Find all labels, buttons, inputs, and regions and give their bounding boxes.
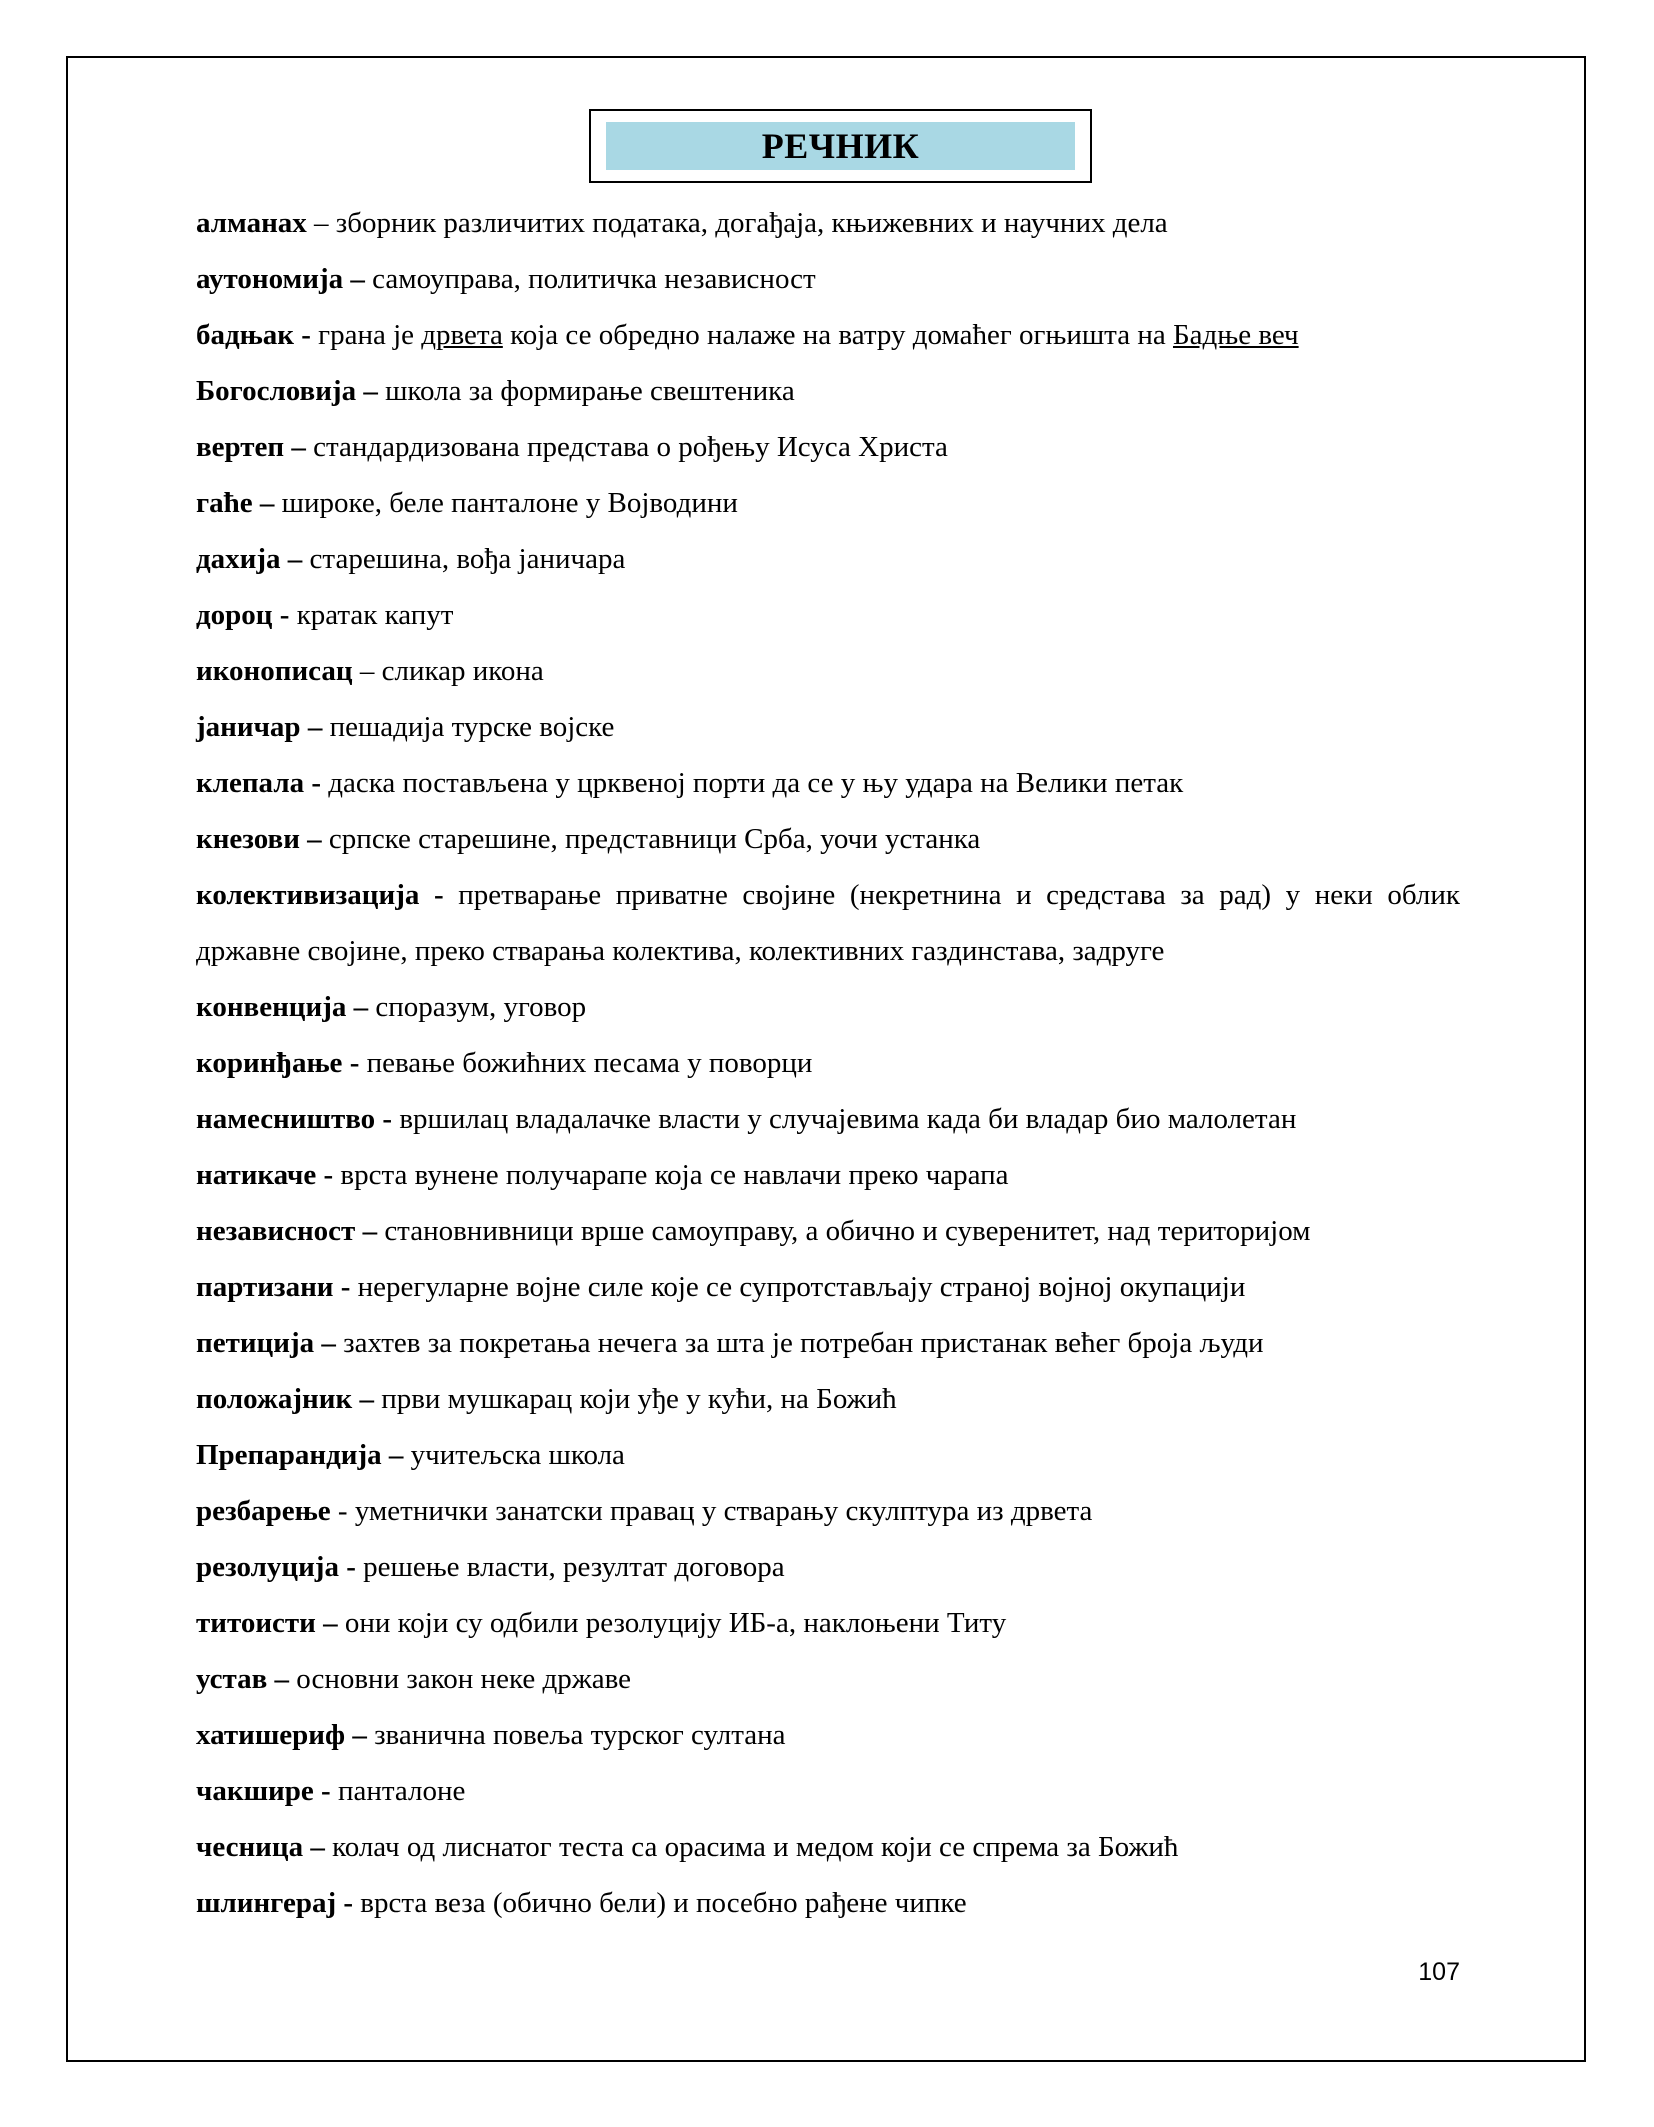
glossary-entry: кнезови – српске старешине, представници Срба, уочи устанка: [196, 823, 981, 855]
glossary-entry: положајник – први мушкарац који уђе у кући, на Божић: [196, 1383, 897, 1415]
glossary-term: намесништво: [196, 1103, 376, 1135]
glossary-definition: кратак капут: [296, 599, 454, 631]
page-title: РЕЧНИК: [606, 122, 1075, 170]
glossary-definition: самоуправа, политичка независност: [372, 263, 816, 295]
glossary-definition: основни закон неке државе: [296, 1663, 631, 1695]
glossary-term: иконописац: [196, 655, 353, 687]
glossary-term: бадњак: [196, 319, 294, 351]
glossary-definition: колач од лиснатог теста са орасима и медом који се спрема за Божић: [332, 1831, 1179, 1863]
glossary-definition: певање божићних песама у поворци: [366, 1047, 813, 1079]
glossary-entry: натикаче - врста вунене получарапе која се навлачи преко чарапа: [196, 1159, 1009, 1191]
glossary-term: натикаче: [196, 1159, 317, 1191]
glossary-definition: становнивници врше самоуправу, а обично и суверенитет, над територијом: [384, 1215, 1311, 1247]
definition-link[interactable]: Бадње веч: [1172, 319, 1299, 351]
glossary-definition: решење власти, резултат договора: [363, 1551, 785, 1583]
glossary-term: чесница: [196, 1831, 304, 1863]
glossary-term: алманах: [196, 207, 307, 239]
glossary-entry: дороц - кратак капут: [196, 599, 454, 631]
glossary-entry: намесништво - вршилац владалачке власти у случајевима када би владар био малолетан: [196, 1103, 1297, 1135]
glossary-definition: захтев за покретања нечега за шта је потребан пристанак већег броја људи: [343, 1327, 1264, 1359]
glossary-definition: они који су одбили резолуцију ИБ-а, наклоњени Титу: [344, 1607, 1007, 1639]
glossary-entry: конвенција – споразум, уговор: [196, 991, 587, 1023]
glossary-term: чакшире: [196, 1775, 314, 1807]
glossary-definition: зборник различитих података, догађаја, књижевних и научних дела: [335, 207, 1168, 239]
glossary-definition: званична повеља турског султана: [374, 1719, 786, 1751]
glossary-term: положајник: [196, 1383, 353, 1415]
glossary-definition: први мушкарац који уђе у кући, на Божић: [381, 1383, 897, 1415]
glossary-entry: чакшире - панталоне: [196, 1775, 466, 1807]
glossary-term: хатишериф: [196, 1719, 346, 1751]
glossary-entry: колективизација - претварање приватне својине (некретнина и средстава за рад) у неки облик државне својине, преко стварања колектива, колективних газдинстава, задруге: [196, 879, 1460, 967]
glossary-term: гаће: [196, 487, 253, 519]
glossary-entry: независност – становнивници врше самоуправу, а обично и суверенитет, над територијом: [196, 1215, 1311, 1247]
glossary-definition: школа за формирање свештеника: [385, 375, 795, 407]
glossary-definition: даска постављена у црквеној порти да се у њу удара на Велики петак: [328, 767, 1184, 799]
glossary-definition: учитељска школа: [410, 1439, 625, 1471]
glossary-term: вертеп: [196, 431, 285, 463]
glossary-entry: титоисти – они који су одбили резолуцију ИБ-а, наклоњени Титу: [196, 1607, 1007, 1639]
glossary-term: Препарандија: [196, 1439, 382, 1471]
glossary-term: петиција: [196, 1327, 315, 1359]
glossary-entry: шлингерај - врста веза (обично бели) и посебно рађене чипке: [196, 1887, 967, 1919]
glossary-definition: уметнички занатски правац у стварању скулптура из дрвета: [354, 1495, 1093, 1527]
glossary-entry: резолуција - решење власти, резултат договора: [196, 1551, 785, 1583]
glossary-definition: стандардизована представа о рођењу Исуса Христа: [313, 431, 948, 463]
glossary-term: партизани: [196, 1271, 334, 1303]
glossary-definition: нерегуларне војне силе које се супротстављају страној војној окупацији: [357, 1271, 1246, 1303]
glossary-definition: врста веза (обично бели) и посебно рађене чипке: [360, 1887, 967, 1919]
glossary-entry: алманах – зборник различитих података, догађаја, књижевних и научних дела: [196, 207, 1168, 239]
glossary-entry: хатишериф – званична повеља турског султана: [196, 1719, 786, 1751]
glossary-definition: пешадија турске војске: [329, 711, 615, 743]
glossary-term: дахија: [196, 543, 281, 575]
page-number: 107: [1418, 1958, 1460, 1986]
glossary-term: колективизација: [196, 879, 420, 911]
glossary-entry: аутономија – самоуправа, политичка независност: [196, 263, 816, 295]
glossary-definition: споразум, уговор: [375, 991, 587, 1023]
glossary-definition: старешина, вођа јаничара: [309, 543, 626, 575]
glossary-definition: претварање приватне својине (некретнина и средстава за рад) у неки облик државне својине, преко стварања колектива, колективних газдинстава, задруге: [196, 879, 1460, 967]
glossary-definition: врста вунене получарапе која се навлачи преко чарапа: [340, 1159, 1009, 1191]
glossary-entry: дахија – старешина, вођа јаничара: [196, 543, 626, 575]
glossary-term: коринђање: [196, 1047, 343, 1079]
glossary-list: [196, 195, 1460, 1931]
glossary-term: дороц: [196, 599, 273, 631]
glossary-entry: коринђање - певање божићних песама у поворци: [196, 1047, 813, 1079]
glossary-term: титоисти: [196, 1607, 316, 1639]
glossary-term: кнезови: [196, 823, 300, 855]
glossary-entry: резбарење - уметнички занатски правац у стварању скулптура из дрвета: [196, 1495, 1093, 1527]
glossary-entry: иконописац – сликар икона: [196, 655, 544, 687]
glossary-term: Богословија: [196, 375, 357, 407]
glossary-term: устав: [196, 1663, 268, 1695]
glossary-definition: широке, беле панталоне у Војводини: [281, 487, 738, 519]
glossary-term: аутономија: [196, 263, 344, 295]
glossary-definition: сликар икона: [381, 655, 544, 687]
glossary-entry: устав – основни закон неке државе: [196, 1663, 631, 1695]
glossary-definition: вршилац владалачке власти у случајевима када би владар био малолетан: [399, 1103, 1297, 1135]
glossary-entry: партизани - нерегуларне војне силе које се супротстављају страној војној окупацији: [196, 1271, 1246, 1303]
glossary-entry: јаничар – пешадија турске војске: [196, 711, 615, 743]
glossary-entry: клепала - даска постављена у црквеној порти да се у њу удара на Велики петак: [196, 767, 1184, 799]
glossary-term: независност: [196, 1215, 356, 1247]
title-box: [589, 109, 1092, 183]
glossary-entry: гаће – широке, беле панталоне у Војводини: [196, 487, 738, 519]
glossary-term: клепала: [196, 767, 305, 799]
glossary-definition: српске старешине, представници Срба, уочи устанка: [328, 823, 981, 855]
glossary-entry: чесница – колач од лиснатог теста са орасима и медом који се спрема за Божић: [196, 1831, 1179, 1863]
glossary-term: резолуција: [196, 1551, 339, 1583]
glossary-entry: Богословија – школа за формирање свештеника: [196, 375, 795, 407]
glossary-entry: бадњак - грана је дрвета која се обредно налаже на ватру домаћег огњишта на Бадње веч: [196, 319, 1299, 351]
glossary-term: конвенција: [196, 991, 347, 1023]
glossary-entry: петиција – захтев за покретања нечега за шта је потребан пристанак већег броја људи: [196, 1327, 1264, 1359]
glossary-term: јаничар: [196, 711, 301, 743]
glossary-term: шлингерај: [196, 1887, 337, 1919]
glossary-definition: грана је дрвета која се обредно налаже на ватру домаћег огњишта на Бадње веч: [318, 319, 1299, 351]
glossary-term: резбарење: [196, 1495, 331, 1527]
glossary-entry: вертеп – стандардизована представа о рођењу Исуса Христа: [196, 431, 948, 463]
glossary-definition: панталоне: [337, 1775, 466, 1807]
definition-link[interactable]: дрвета: [421, 319, 503, 351]
glossary-entry: Препарандија – учитељска школа: [196, 1439, 625, 1471]
